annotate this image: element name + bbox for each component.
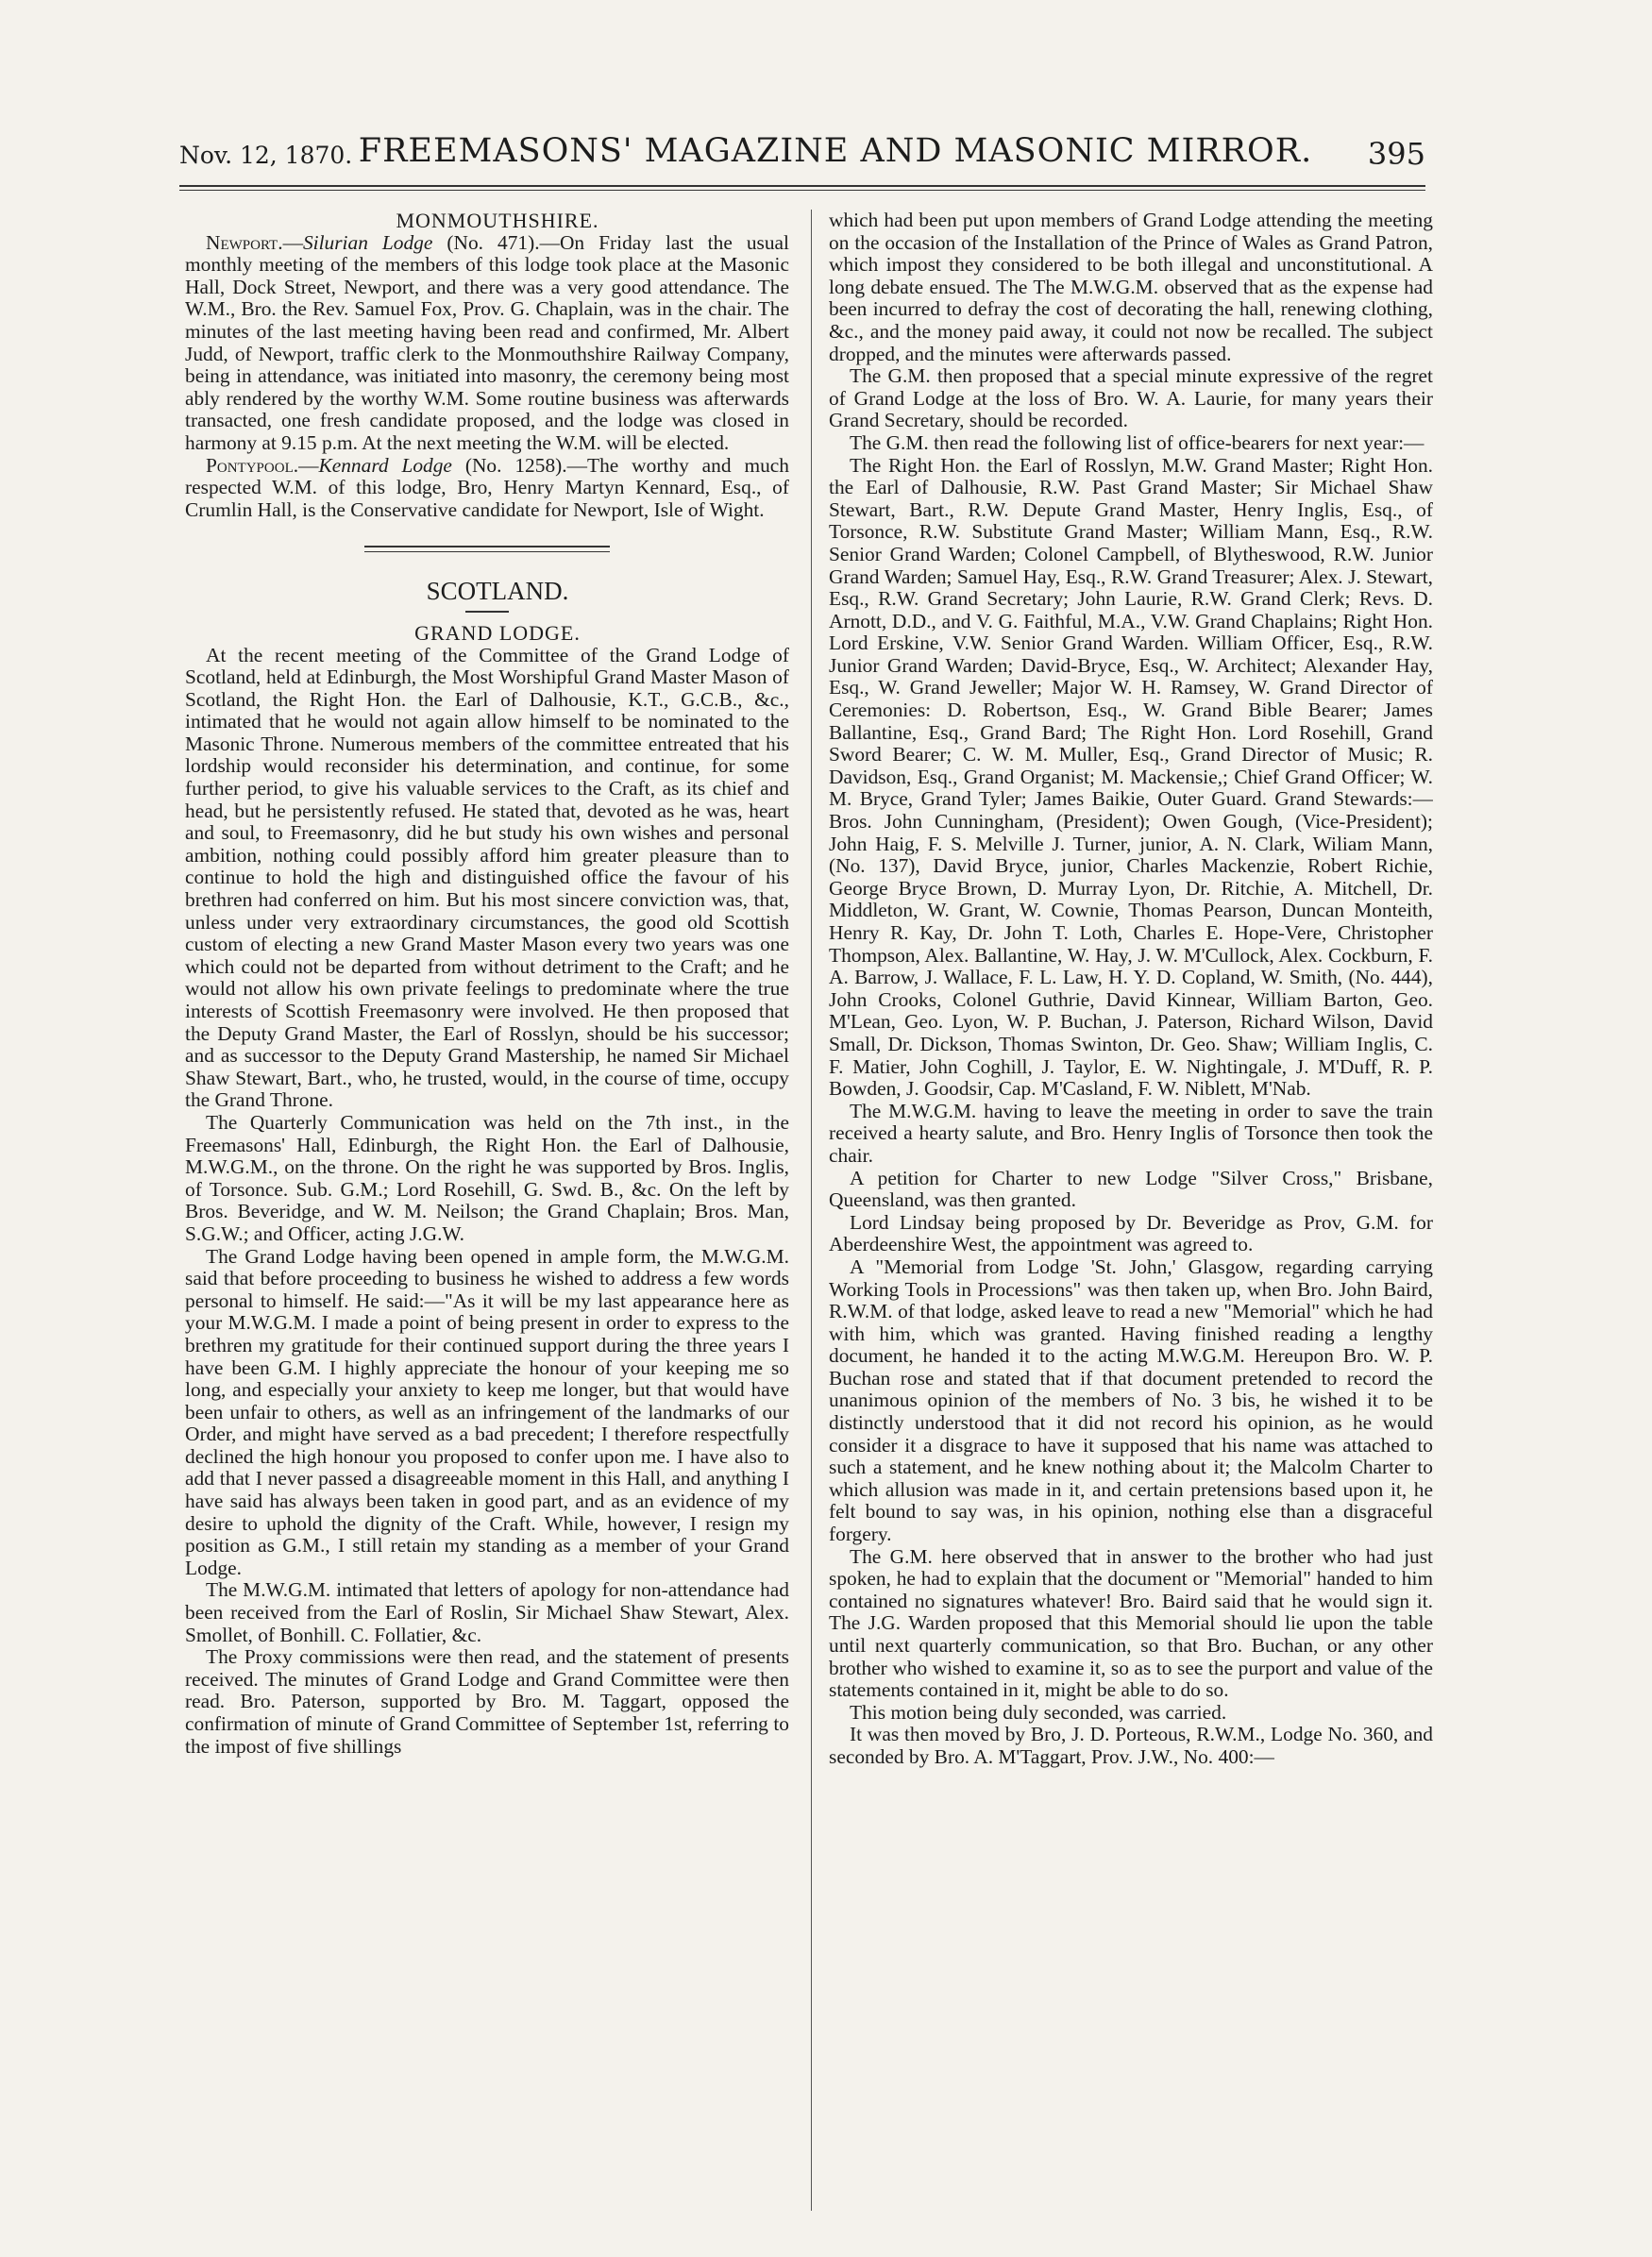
header-rule [179,185,1425,191]
article-paragraph: The Grand Lodge having been opened in ample form, the M.W.G.M. said that before proceeding to business he wished to address a few words personal to himself. He said:—"As it will be my last appearance here as your M.W.G.M. I made a point of being present in order to express to the brethren my gratitude for their continued support during the three years I have been G.M. I highly appreciate the honour of your keeping me so long, and especially your anxiety to keep me longer, but that would have been unfair to others, as well as an infringement of the landmarks of our Order, and might have served as a bad precedent; I therefore respectfully declined the high honour you proposed to confer upon me. I have also to add that I never passed a disagreeable moment in this Hall, and anything I have said has always been taken in good part, and as an evidence of my desire to uphold the dignity of the Craft. While, however, I resign my position as G.M., I still retain my standing as a member of your Grand Lodge. [185,1244,789,1579]
article-paragraph: The M.W.G.M. having to leave the meeting in order to save the train received a hearty salute, and Bro. Henry Inglis of Torsonce then took the chair. [829,1099,1433,1167]
issue-date: Nov. 12, 1870. [179,142,353,169]
report-text: (No. 1258).—The worthy and much respected W.M. of this lodge, Bro, Henry Martyn Kennard, Esq., of Crumlin Hall, is the Conservative candidate for Newport, Isle of Wight. [185,453,789,521]
page-number: 395 [1367,136,1425,172]
section-heading-scotland: SCOTLAND. [426,577,569,606]
lodge-name: Kennard Lodge [318,453,452,477]
article-paragraph: The G.M. here observed that in answer to the brother who had just spoken, he had to explain that the document or "Memorial" handed to him contained no signatures whatever! Bro. Baird said that he would sign it. The J.G. Warden proposed that this Memorial should lie upon the table until next quarterly communication, so that Bro. Buchan, or any other brother who wished to examine it, so as to see the purport and value of the statements contained in it, might be able to do so. [829,1544,1433,1702]
article-paragraph: The G.M. then read the following list of office-bearers for next year:— [850,430,1424,454]
section-heading-monmouthshire: MONMOUTHSHIRE. [396,210,599,232]
section-divider [364,546,610,552]
magazine-title: FREEMASONS' MAGAZINE AND MASONIC MIRROR. [358,132,1313,170]
subheading-grand-lodge: GRAND LODGE. [414,620,581,645]
report-text: (No. 471).—On Friday last the usual monthly meeting of the members of this lodge took place at the Masonic Hall, Dock Street, Newport, and there was a very good attendance. The W.M., Bro. the Rev. Samuel Fox, Prov. G. Chaplain, was in the chair. The minutes of the last meeting having been read and confirmed, Mr. Albert Judd, of Newport, traffic clerk to the Monmouthshire Railway Company, being in attendance, was initiated into masonry, the ceremony being most ably rendered by the worthy W.M. Some routine business was afterwards transacted, one fresh candidate proposed, and the lodge was closed in harmony at 9.15 p.m. At the next meeting the W.M. will be elected. [185,230,789,454]
column-divider [811,210,812,2211]
article-paragraph: The Proxy commissions were then read, and the statement of presents received. The minutes of Grand Lodge and Grand Committee were then read. Bro. Paterson, supported by Bro. M. Taggart, opposed the confirmation of minute of Grand Committee of September 1st, referring to the impost of five shillings [185,1645,789,1758]
article-paragraph: The Quarterly Communication was held on the 7th inst., in the Freemasons' Hall, Edinburgh, the Right Hon. the Earl of Dalhousie, M.W.G.M., on the throne. On the right he was supported by Bros. Inglis, of Torsonce. Sub. G.M.; Lord Rosehill, G. Swd. B., &c. On the left by Bros. Beveridge, and W. M. Neilson; the Grand Chaplain; Bros. Man, S.G.W.; and Officer, acting J.G.W. [185,1110,789,1245]
article-paragraph: The G.M. then proposed that a special minute expressive of the regret of Grand Lodge at the loss of Bro. W. A. Laurie, for many years their Grand Secretary, should be recorded. [829,364,1433,432]
article-paragraph: This motion being duly seconded, was carried. [850,1700,1227,1724]
newport-report: Newport.—Silurian Lodge (No. 471).—On Friday last the usual monthly meeting of the members of this lodge took place at the Masonic Hall, Dock Street, Newport, and there was a very good attendance. The W.M., Bro. the Rev. Samuel Fox, Prov. G. Chaplain, was in the chair. The minutes of the last meeting having been read and confirmed, Mr. Albert Judd, of Newport, traffic clerk to the Monmouthshire Railway Company, being in attendance, was initiated into masonry, the ceremony being most ably rendered by the worthy W.M. Some routine business was afterwards transacted, one fresh candidate proposed, and the lodge was closed in harmony at 9.15 p.m. At the next meeting the W.M. will be elected. [185,230,789,454]
article-paragraph: Lord Lindsay being proposed by Dr. Beveridge as Prov, G.M. for Aberdeenshire West, the appointment was agreed to. [829,1210,1433,1256]
masthead [179,132,1425,172]
lodge-name: Silurian Lodge [302,230,433,254]
place-name: Newport. [206,230,283,254]
pontypool-report: Pontypool.—Kennard Lodge (No. 1258).—The worthy and much respected W.M. of this lodge, Bro, Henry Martyn Kennard, Esq., of Crumlin Hall, is the Conservative candidate for Newport, Isle of Wight. [185,453,789,521]
article-paragraph: It was then moved by Bro, J. D. Porteous, R.W.M., Lodge No. 360, and seconded by Bro. A. M'Taggart, Prov. J.W., No. 400:— [829,1723,1433,1768]
article-paragraph: which had been put upon members of Grand Lodge attending the meeting on the occasion of the Installation of the Prince of Wales as Grand Patron, which impost they considered to be both illegal and unconstitutional. A long debate ensued. The The M.W.G.M. observed that as the expense had been incurred to defray the cost of decorating the hall, renewing clothing, &c., and the money paid away, it could not now be recalled. The subject dropped, and the minutes were afterwards passed. [829,210,1433,365]
short-rule [465,611,509,613]
article-paragraph: The M.W.G.M. intimated that letters of apology for non-attendance had been received from the Earl of Roslin, Sir Michael Shaw Stewart, Alex. Smollet, of Bonhill. C. Follatier, &c. [185,1578,789,1646]
place-name: Pontypool. [206,453,299,477]
article-paragraph: A "Memorial from Lodge 'St. John,' Glasgow, regarding carrying Working Tools in Processions" was then taken up, when Bro. John Baird, R.W.M. of that lodge, asked leave to read a new "Memorial" which he had with him, which was granted. Having finished reading a lengthy document, he handed it to the acting M.W.G.M. Hereupon Bro. W. P. Buchan rose and stated that if that document pretended to record the unanimous opinion of the members of No. 3 bis, he wished it to be distinctly understood that it did not record his opinion, as he would consider it a disgrace to have it supposed that his name was attached to such a statement, and he knew nothing about it; the Malcolm Charter to which allusion was made in it, and certain pretensions based upon it, he felt bound to say was, in his opinion, nothing else than a disgraceful forgery. [829,1255,1433,1546]
right-column [829,210,1433,2230]
left-column [185,210,789,2230]
article-paragraph: A petition for Charter to new Lodge "Silver Cross," Brisbane, Queensland, was then granted. [829,1166,1433,1212]
article-paragraph: At the recent meeting of the Committee of the Grand Lodge of Scotland, held at Edinburgh, the Most Worshipful Grand Master Mason of Scotland, the Right Hon. the Earl of Dalhousie, K.T., G.C.B., &c., intimated that he would not again allow himself to be nominated to the Masonic Throne. Numerous members of the committee entreated that his lordship would reconsider his determination, and continue, for some further period, to give his valuable services to the Craft, as its chief and head, but he persistently refused. He stated that, devoted as he was, heart and soul, to Freemasonry, did he but study his own wishes and personal ambition, nothing could possibly afford him greater pleasure than to continue to hold the high and distinguished office the favour of his brethren had conferred on him. But his most sincere conviction was, that, unless under very extraordinary circumstances, the good old Scottish custom of electing a new Grand Master Mason every two years was one which could not be departed from without detriment to the Craft; and he would not allow his own private feelings to predominate where the true interests of Scottish Freemasonry were involved. He then proposed that the Deputy Grand Master, the Earl of Rosslyn, should be his successor; and as successor to the Deputy Grand Mastership, he named Sir Michael Shaw Stewart, Bart., who, he trusted, would, in the course of time, occupy the Grand Throne. [185,643,789,1112]
office-bearers-list: The Right Hon. the Earl of Rosslyn, M.W. Grand Master; Right Hon. the Earl of Dalhousie, R.W. Past Grand Master; Sir Michael Shaw Stewart, Bart., R.W. Depute Grand Master, Henry Inglis, Esq., of Torsonce, R.W. Substitute Grand Master; William Mann, Esq., R.W. Senior Grand Warden; Colonel Campbell, of Blytheswood, R.W. Junior Grand Warden; Samuel Hay, Esq., R.W. Grand Treasurer; Alex. J. Stewart, Esq., R.W. Grand Secretary; John Laurie, R.W. Grand Clerk; Revs. D. Arnott, D.D., and V. G. Faithful, M.A., V.W. Grand Chaplains; Right Hon. Lord Erskine, V.W. Senior Grand Warden. William Officer, Esq., R.W. Junior Grand Warden; David-Bryce, Esq., W. Architect; Alexander Hay, Esq., W. Grand Jeweller; Major W. H. Ramsey, W. Grand Director of Ceremonies: D. Robertson, Esq., W. Grand Bible Bearer; James Ballantine, Esq., Grand Bard; The Right Hon. Lord Rosehill, Grand Sword Bearer; C. W. M. Muller, Esq., Grand Director of Music; R. Davidson, Esq., Grand Organist; M. Mackensie,; Chief Grand Officer; W. M. Bryce, Grand Tyler; James Baikie, Outer Guard. Grand Stewards:—Bros. John Cunningham, (President); Owen Gough, (Vice-President); John Haig, F. S. Melville J. Turner, junior, A. N. Clark, Wiliam Mann, (No. 137), David Bryce, junior, Charles Mackenzie, Robert Richie, George Bryce Brown, D. Murray Lyon, Dr. Ritchie, A. Mitchell, Dr. Middleton, W. Grant, W. Cownie, Thomas Pearson, Duncan Monteith, Henry R. Kay, Dr. John T. Loth, Charles E. Hope-Vere, Christopher Thompson, Alex. Ballantine, W. Hay, J. W. M'Cullock, Alex. Cockburn, F. A. Barrow, J. Wallace, F. L. Law, H. Y. D. Copland, W. Smith, (No. 444), John Crooks, Colonel Guthrie, David Kinnear, William Barton, Geo. M'Lean, Geo. Lyon, W. P. Buchan, J. Paterson, Richard Wilson, David Small, Dr. Dickson, Thomas Swinton, Dr. Geo. Shaw; William Inglis, C. F. Matier, John Coghill, J. Taylor, E. W. Nightingale, J. M'Duff, R. P. Bowden, J. Goodsir, Cap. M'Casland, F. W. Niblett, M'Nab. [829,453,1433,1101]
